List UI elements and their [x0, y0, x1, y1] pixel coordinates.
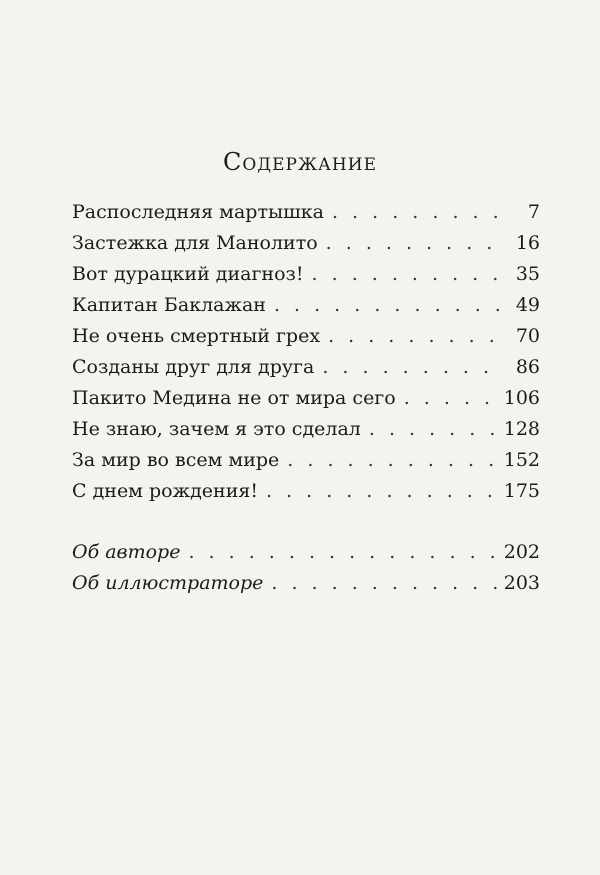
- toc-entry-page: 128: [503, 418, 540, 440]
- toc-entry: [72, 356, 540, 387]
- leader-dots: [369, 418, 498, 440]
- leader-dots: [328, 325, 504, 347]
- leader-dots: [274, 294, 504, 316]
- toc-entry-page: 203: [503, 572, 540, 594]
- toc-entry-page: 7: [527, 201, 540, 223]
- toc-entry-page: 35: [515, 263, 540, 285]
- toc-entry-title: Созданы друг для друга: [72, 356, 315, 378]
- toc-appendix-entry: [72, 572, 540, 603]
- toc-entry-title: Вот дурацкий диагноз!: [72, 263, 304, 285]
- toc-entry-page: 202: [503, 541, 540, 563]
- toc-entry-page: 152: [503, 449, 540, 471]
- leader-dots: [287, 449, 497, 471]
- toc-entry: [72, 387, 540, 418]
- toc-entry: [72, 325, 540, 356]
- toc-entry-title: Застежка для Манолито: [72, 232, 318, 254]
- toc-entry: [72, 418, 540, 449]
- toc-entry-page: 106: [503, 387, 540, 409]
- leader-dots: [322, 356, 504, 378]
- toc-entry-title: Капитан Баклажан: [72, 294, 266, 316]
- toc-entry-title: За мир во всем мире: [72, 449, 280, 471]
- toc-entry: [72, 263, 540, 294]
- leader-dots: [404, 387, 498, 409]
- leader-dots: [271, 572, 497, 594]
- leader-dots: [266, 480, 498, 502]
- toc-entry-title: Не очень смертный грех: [72, 325, 321, 347]
- section-gap: [72, 511, 540, 541]
- toc-entry-title: С днем рождения!: [72, 480, 258, 502]
- leader-dots: [326, 232, 504, 254]
- toc-entry-title: Не знаю, зачем я это сделал: [72, 418, 361, 440]
- toc-entry-page: 16: [515, 232, 540, 254]
- leader-dots: [312, 263, 504, 285]
- toc-entry-title: Пакито Медина не от мира сего: [72, 387, 396, 409]
- toc-entry: [72, 294, 540, 325]
- toc-entry-page: 70: [515, 325, 540, 347]
- toc-entry: [72, 232, 540, 263]
- toc-appendix-entry: [72, 541, 540, 572]
- toc-entry-title: Распоследняя мартышка: [72, 201, 324, 223]
- leader-dots: [332, 201, 504, 223]
- toc-entry-title: Об иллюстраторе: [72, 572, 264, 594]
- toc-entry-page: 49: [515, 294, 540, 316]
- toc-entry-page: 175: [503, 480, 540, 502]
- toc-entry-title: Об авторе: [72, 541, 181, 563]
- page-title: Содержание: [222, 148, 377, 176]
- toc-entry: [72, 480, 540, 511]
- toc-entry: [72, 449, 540, 480]
- leader-dots: [188, 541, 497, 563]
- toc-entry-page: 86: [515, 356, 540, 378]
- toc-entry: [72, 201, 540, 232]
- table-of-contents: [72, 201, 540, 603]
